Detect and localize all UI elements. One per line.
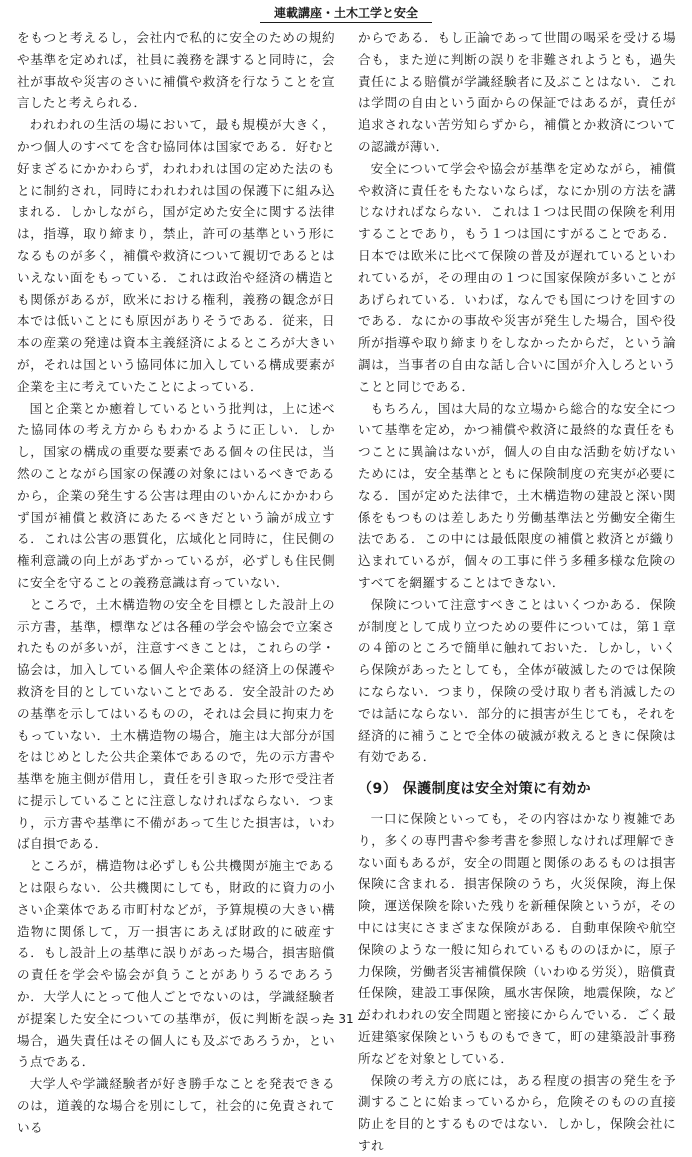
- paragraph: からである．もし正論であって世間の喝采を受ける場合も，また逆に判断の誤りを非難されようとも，過失責任による賠償が学識経験者に及ぶことはない．これは学問の自由という面からの保証ではあるが，責任が追求されない苦労知らずから，補償とか救済についての認識が薄い．: [358, 30, 676, 154]
- paragraph: 安全について学会や協会が基準を定めながら，補償や救済に責任をもたないならば，なにか別の方法を講じなければならない．これは１つは民間の保険を利用することであり，もう１つは国にすがることである．日本では欧米に比べて保険の普及が遅れているといわれているが，その理由の１つに国家保険が多いことがあげられている．いわば，なんでも国につけを回すのである．なにかの事故や災害が発生した場合，国や役所が指導や取り締まりをしなかったからだ，という論調は，当事者の自由な話し合いに国が介入しろということと同じである．: [358, 160, 676, 394]
- section-heading: （9） 保護制度は安全対策に有効か: [358, 781, 592, 798]
- paragraph: 保険の考え方の底には，ある程度の損害の発生を予測することに始まっているから，危険そのものの直接防止を目的とするものではない．しかし，保険会社にすれ: [358, 1072, 676, 1154]
- page-number: — 31 —: [322, 1012, 370, 1026]
- paragraph: 一口に保険といっても，その内容はかなり複雑であり，多くの専門書や参考書を参照しなければ理解できない面もあるが，安全の問題と関係のあるものは損害保険に含まれる．損害保険のうち，火災保険，海上保険，運送保険を除いた残りを新種保険というが，その中には実にさまざまな保険がある．自動車保険や航空保険のような一般に知られているもののほかに，原子力保険，労働者災害補償保険（いわゆる労災），賠償責任保険，建設工事保険，風水害保険，地震保険，などがわれわれの安全問題と密接にからんでいる．ごく最近建築家保険というものもできて，町の建築設計事務所などを対象としている．: [358, 811, 676, 1066]
- running-header-title: 連載講座・土木工学と安全: [260, 4, 432, 23]
- paragraph: 保険について注意すべきことはいくつかある．保険が制度として成り立つための要件については，第１章の４節のところで簡単に触れておいた．しかし，いくら保険があったとしても，全体が破滅したのでは保険にならない．つまり，保険の受け取り者も消滅したのでは話にならない．部分的に損害が生じても，それを経済的に補うことで全体の破滅が救えるときに保険は有効である．: [358, 596, 676, 765]
- left-column: [17, 27, 335, 1139]
- paragraph: 国と企業とか癒着しているという批判は，上に述べた協同体の考え方からもわかるように正しい．しかし，国家の構成の重要な要素である個々の住民は，当然のことながら国家の保護の対象にはいるべきであるから，企業の発生する公害は理由のいかんにかかわらず国が補償と救済にあたるべきだという論が成立する．これは公害の悪質化，広域化と同時に，住民側の権利意識の向上があずかっているが，必ずしも住民側に安全を守ることの義務意識は育っていない．: [17, 400, 335, 590]
- paragraph: ところで，土木構造物の安全を目標とした設計上の示方書，基準，標準などは各種の学会や協会で立案されたものが多いが，注意すべきことは，これらの学・協会は，加入している個人や企業体の経済上の保護や救済を目的としていないことである．安全設計のための基準を示してはいるものの，それは会員に拘束力をもっていない．土木構造物の場合，施主は大部分が国をはじめとした公共企業体であるので，先の示方書や基準を施主側が借用し，責任を引き取った形で受注者に提示していることに注意しなければならない．つまり，示方書や基準に不備があって生じた損害は，いわば自損である．: [17, 596, 335, 852]
- paragraph: われわれの生活の場において，最も規模が大きく，かつ個人のすべてを含む協同体は国家である．好むと好まざるにかかわらず，われわれは国の定めた法のもとに制約され，同時にわれわれは国の保護下に組み込まれる．しかしながら，国が定めた安全に関する法律は，指導，取り締まり，禁止，許可の基準という形になるものが多く，補償や救済について親切であるとはいえない面をもっている．これは政治や経済の構造とも関係があるが，欧米における権利，義務の観念が日本では低いことにも原因がありそうである．従来，日本の産業の発達は資本主義経済によるところが大きいが，それは国という協同体に加入している構成要素が企業を主に考えていたことによっている．: [17, 117, 335, 394]
- paragraph: 大学人や学識経験者が好き勝手なことを発表できるのは，道義的な場合を別にして，社会的に免責されている: [17, 1076, 335, 1135]
- right-column: [358, 27, 676, 1157]
- paragraph: をもつと考えるし，会社内で私的に安全のための規約や基準を定めれば，社員に義務を課すると同時に，会社が事故や災害のさいに補償や救済を行なうことを宣言したと考えられる．: [17, 30, 335, 111]
- running-header: [0, 4, 692, 23]
- paragraph: もちろん，国は大局的な立場から総合的な安全について基準を定め，かつ補償や救済に最終的な責任をもつことに異論はないが，個人の自由な活動を妨げないためには，安全基準とともに保険制度の充実が必要になる．国が定めた法律で，土木構造物の建設と深い関係をもつものは差しあたり労働基準法と労働安全衛生法である．この中には最低限度の補償と救済とが織り込まれているが，個々の工事に伴う多種多様な危険のすべてを網羅することはできない．: [358, 400, 676, 590]
- paragraph: ところが，構造物は必ずしも公共機関が施主であるとは限らない．公共機関にしても，財政的に資力の小さい企業体である市町村などが，予算規模の大きい構造物に関係して，万一損害にあえば財政的に破産する．もし設計上の基準に誤りがあった場合，損害賠償の責任を学会や協会が負うことがありうるであろうか．大学人にとって他人ごとでないのは，学識経験者が提案した安全についての基準が，仮に判断を誤った場合，過失責任はその個人にも及ぶであろうか，という点である．: [17, 858, 335, 1070]
